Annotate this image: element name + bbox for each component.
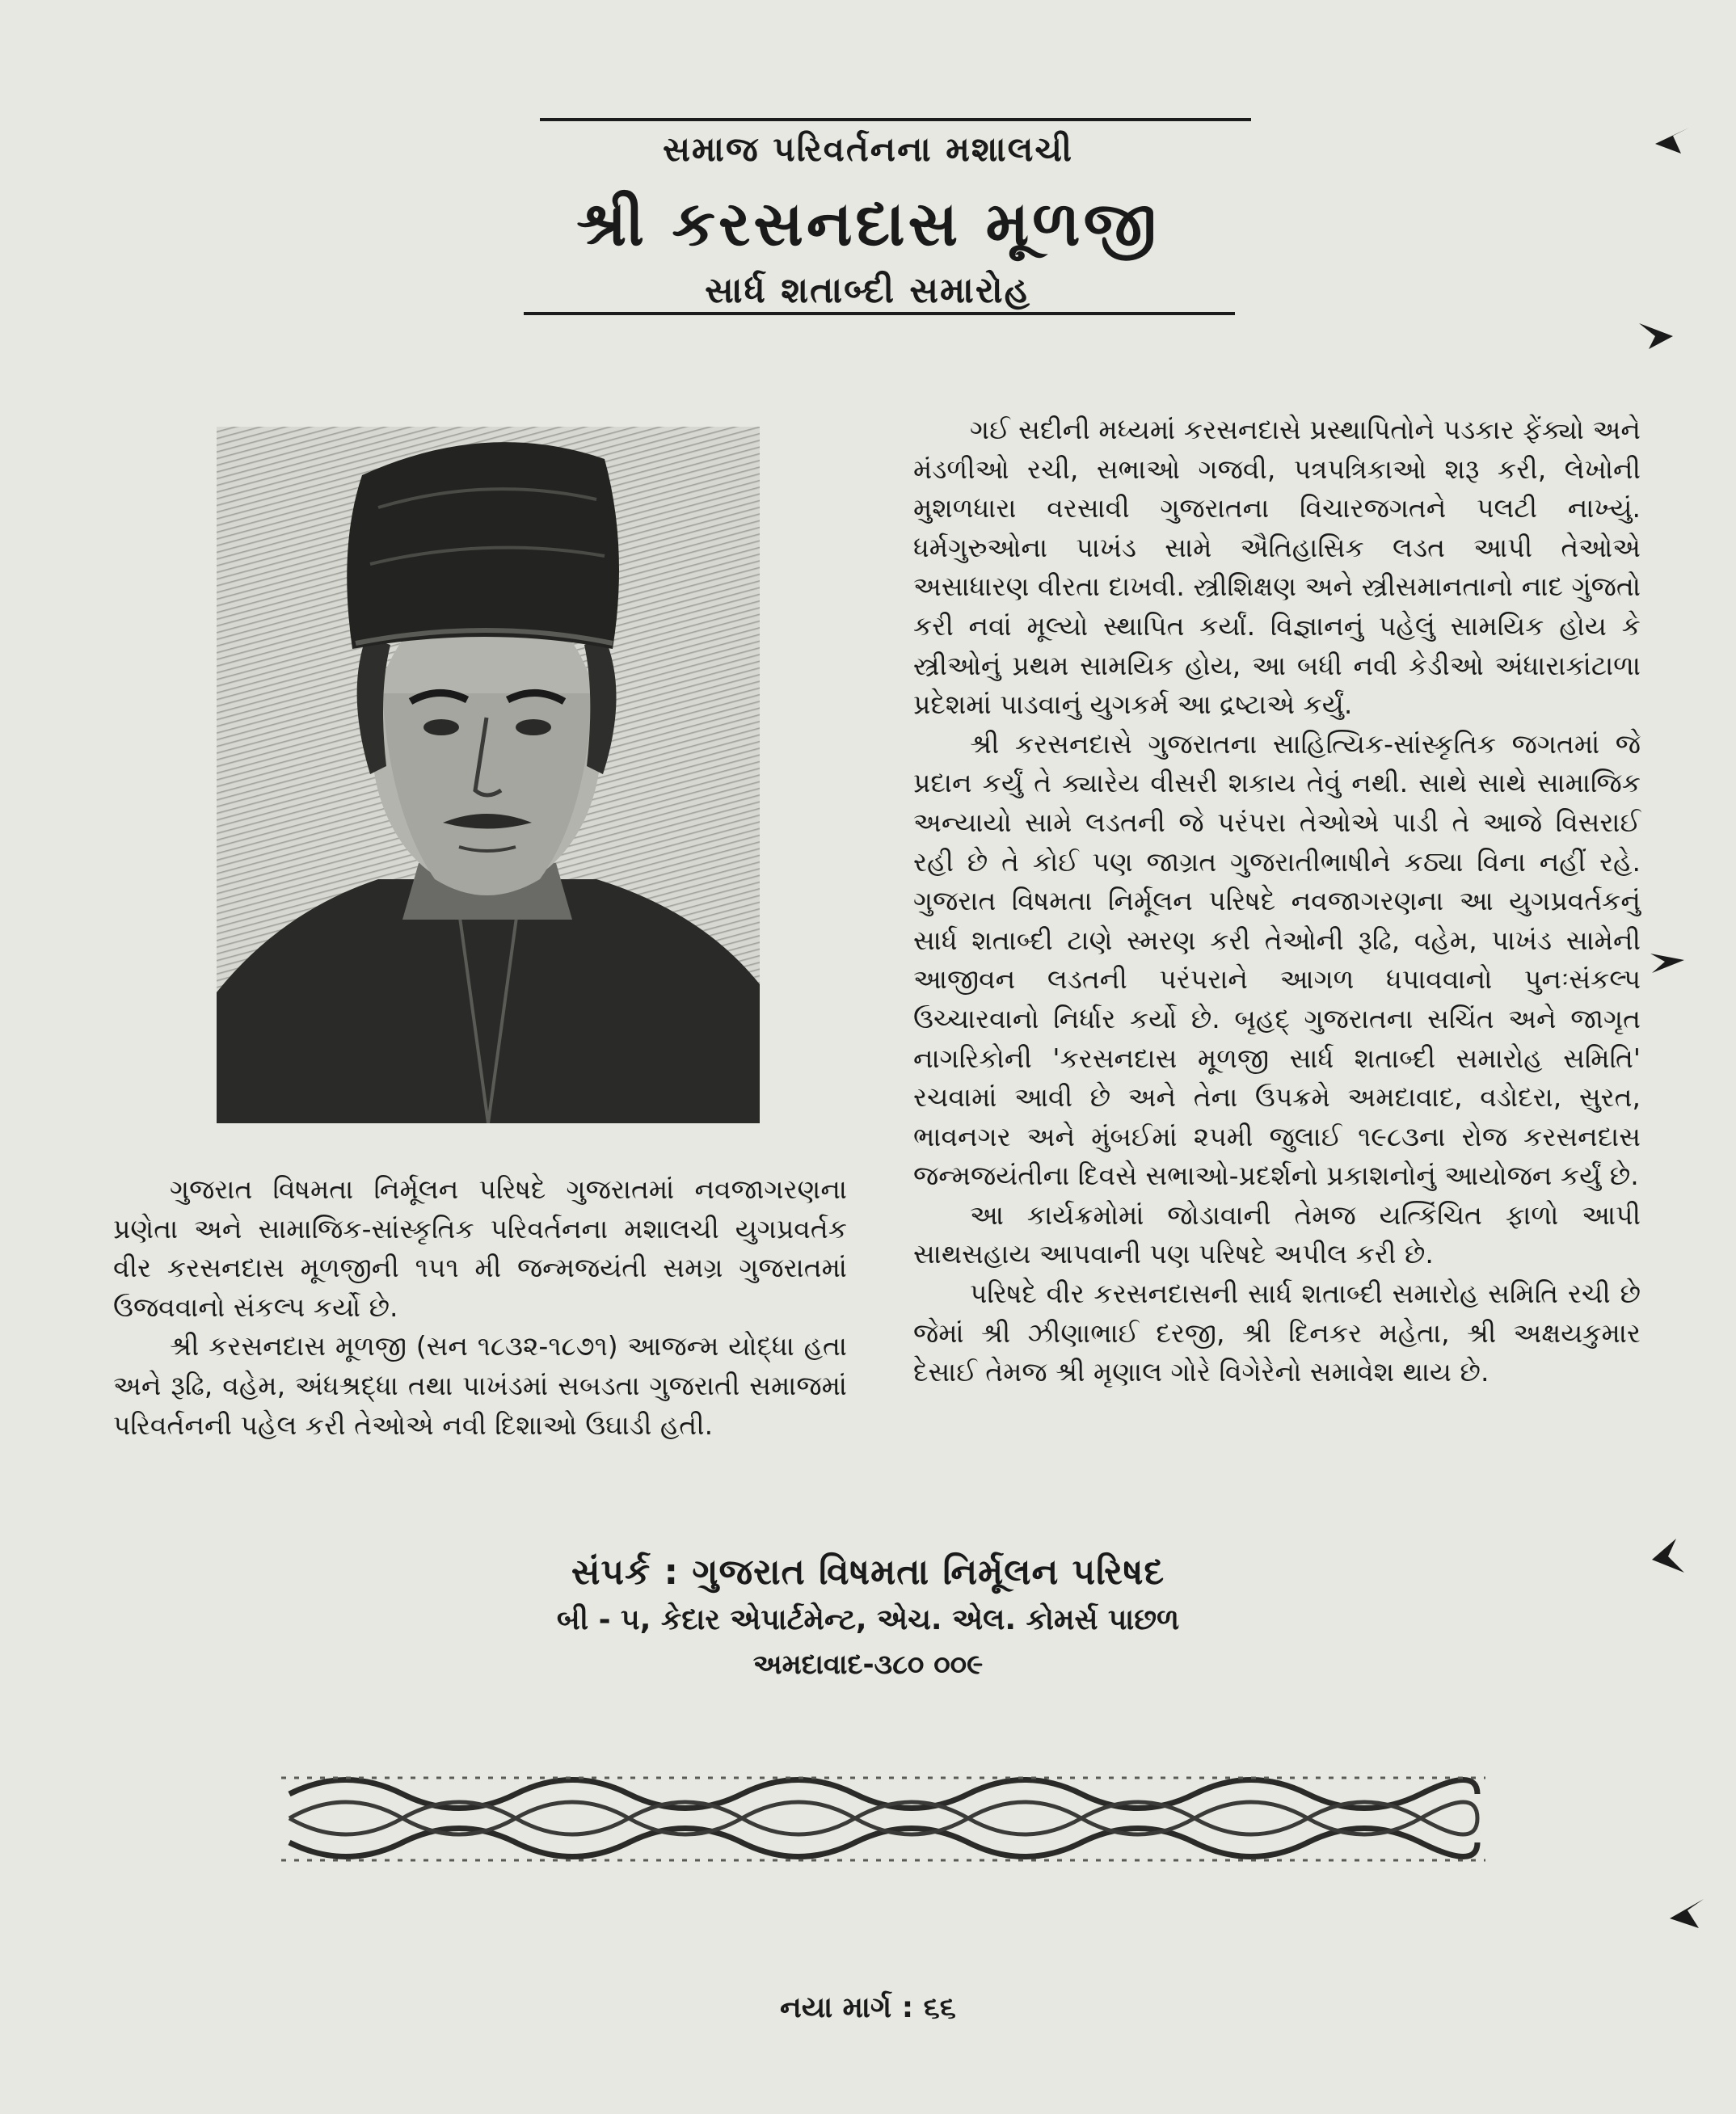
left-column bbox=[113, 1170, 847, 1445]
right-column bbox=[913, 411, 1641, 1392]
contact-city: અમદાવાદ-૩૮૦ ૦૦૯ bbox=[752, 1649, 984, 1681]
header-kicker: સમાજ પરિવર્તનના મશાલચી bbox=[663, 129, 1073, 169]
right-paragraph-2: શ્રી કરસનદાસે ગુજરાતના સાહિત્યિક-સાંસ્કૃતિક જગતમાં જે પ્રદાન કર્યું તે ક્યારેય વીસરી શકાય તેવું નથી. સાથે સાથે સામાજિક અન્યાયો સામે લડતની જે પરંપરા તેઓએ પાડી તે આજે વિસરાઈ રહી છે તે કોઈ પણ જાગ્રત ગુજરાતીભાષીને કઠ્યા વિના નહીં રહે. ગુજરાત વિષમતા નિર્મૂલન પરિષદે નવજાગરણના આ યુગપ્રવર્તકનું સાર્ધ શતાબ્દી ટાણે સ્મરણ કરી તેઓની રૂઢિ, વહેમ, પાખંડ સામેની આજીવન લડતની પરંપરાને આગળ ધપાવવાનો પુનઃસંકલ્પ ઉચ્ચારવાનો નિર્ધાર કર્યો છે. બૃહદ્ ગુજરાતના સચિંત અને જાગૃત નાગરિકોની 'કરસનદાસ મૂળજી સાર્ધ શતાબ્દી સમારોહ સમિતિ' રચવામાં આવી છે અને તેના ઉપક્રમે અમદાવાદ, વડોદરા, સુરત, ભાવનગર અને મુંબઈમાં ૨૫મી જુલાઈ ૧૯૮૩ના રોજ કરસનદાસ જન્મજયંતીના દિવસે સભાઓ-પ્રદર્શનો પ્રકાશનોનું આયોજન કર્યું છે. bbox=[913, 727, 1641, 1192]
contact-address: બી - ૫, કેદાર એપાર્ટમેન્ટ, એચ. એલ. કોમર્સ પાછળ bbox=[556, 1603, 1180, 1636]
ornament-drawing bbox=[281, 1762, 1485, 1875]
portrait-drawing bbox=[217, 427, 760, 1123]
punch-mark-icon bbox=[1644, 937, 1691, 984]
contact-organisation: સંપર્ક : ગુજરાત વિષમતા નિર્મૂલન પરિષદ bbox=[571, 1552, 1165, 1593]
decorative-border-icon bbox=[281, 1762, 1485, 1875]
punch-mark-icon bbox=[1663, 1886, 1710, 1933]
left-paragraph-1: ગુજરાત વિષમતા નિર્મૂલન પરિષદે ગુજરાતમાં નવજાગરણના પ્રણેતા અને સામાજિક-સાંસ્કૃતિક પરિવર્તનના મશાલચી યુગપ્રવર્તક વીર કરસનદાસ મૂળજીની ૧૫૧ મી જન્મજયંતી સમગ્ર ગુજરાતમાં ઉજવવાનો સંકલ્પ કર્યો છે. bbox=[113, 1173, 847, 1323]
page-title: શ્રી કરસનદાસ મૂળજી bbox=[576, 187, 1160, 259]
left-paragraph-2: શ્રી કરસનદાસ મૂળજી (સન ૧૮૩૨-૧૮૭૧) આજન્મ યોદ્ધા હતા અને રૂઢિ, વહેમ, અંધશ્રદ્ધા તથા પાખંડમાં સબડતા ગુજરાતી સમાજમાં પરિવર્તનની પહેલ કરી તેઓએ નવી દિશાઓ ઉઘાડી હતી. bbox=[113, 1330, 847, 1441]
punch-mark-icon bbox=[1633, 312, 1679, 359]
page-footer: નયા માર્ગ : ૬૬ bbox=[780, 1991, 956, 2024]
right-paragraph-1: ગઈ સદીની મધ્યમાં કરસનદાસે પ્રસ્થાપિતોને પડકાર ફેંક્યો અને મંડળીઓ રચી, સભાઓ ગજવી, પત્રપત્રિકાઓ શરૂ કરી, લેખોની મુશળધારા વરસાવી ગુજરાતના વિચારજગતને પલટી નાખ્યું. ધર્મગુરુઓના પાખંડ સામે ઐતિહાસિક લડત આપી તેઓએ અસાધારણ વીરતા દાખવી. સ્ત્રીશિક્ષણ અને સ્ત્રીસમાનતાનો નાદ ગુંજતો કરી નવાં મૂલ્યો સ્થાપિત કર્યાં. વિજ્ઞાનનું પહેલું સામયિક હોય કે સ્ત્રીઓનું પ્રથમ સામયિક હોય, આ બધી નવી કેડીઓ અંધારાકાંટાળા પ્રદેશમાં પાડવાનું યુગકર્મ આ દ્રષ્ટાએ કર્યું. bbox=[913, 414, 1641, 721]
header-bottom-rule bbox=[524, 312, 1235, 315]
page-subtitle: સાર્ધ શતાબ્દી સમારોહ bbox=[705, 270, 1031, 311]
right-paragraph-4: પરિષદે વીર કરસનદાસની સાર્ધ શતાબ્દી સમારોહ સમિતિ રચી છે જેમાં શ્રી ઝીણાભાઈ દરજી, શ્રી દિનકર મહેતા, શ્રી અક્ષયકુમાર દેસાઈ તેમજ શ્રી મૃણાલ ગોરે વિગેરેનો સમાવેશ થાય છે. bbox=[913, 1278, 1641, 1388]
punch-mark-icon bbox=[1649, 112, 1696, 158]
punch-mark-icon bbox=[1644, 1532, 1691, 1579]
engraved-portrait-icon bbox=[217, 427, 760, 1123]
right-paragraph-3: આ કાર્યક્રમોમાં જોડાવાની તેમજ યત્કિંચિત ફાળો આપી સાથસહાય આપવાની પણ પરિષદે અપીલ કરી છે. bbox=[913, 1198, 1641, 1270]
header-top-rule bbox=[540, 118, 1251, 121]
